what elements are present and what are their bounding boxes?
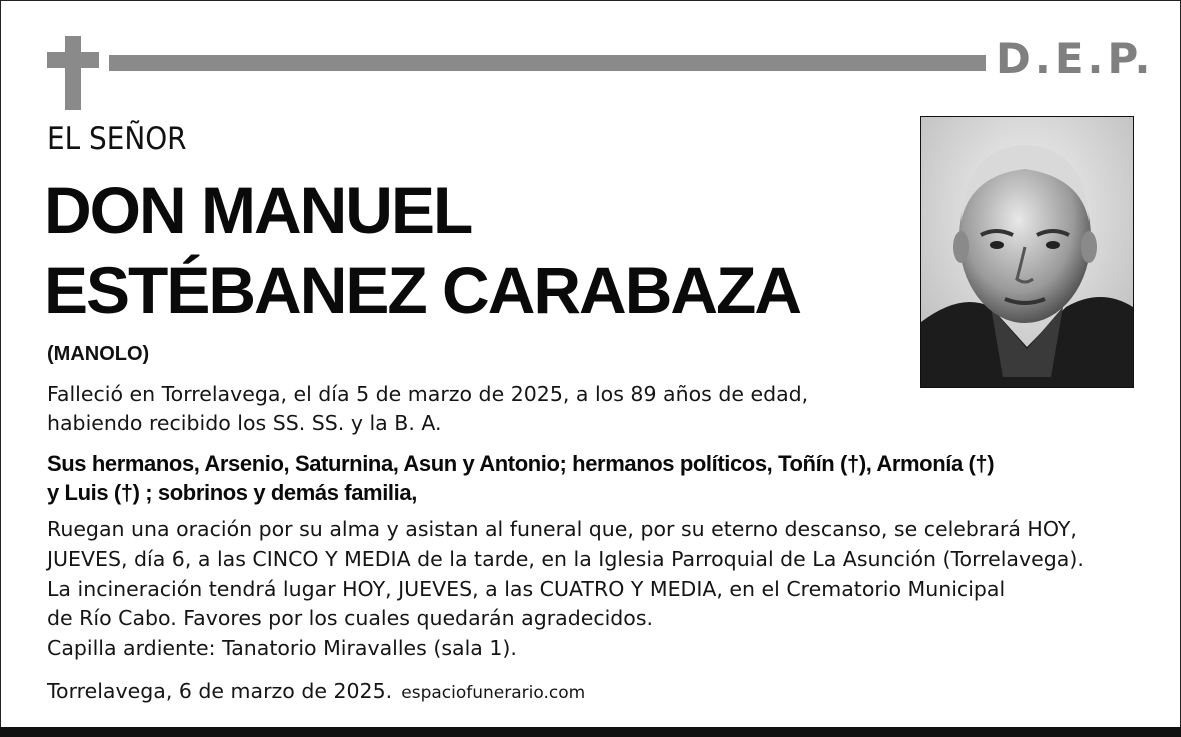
deceased-name <box>44 170 800 330</box>
header-rule <box>109 55 986 71</box>
footer-place-date: Torrelavega, 6 de marzo de 2025. <box>47 679 393 703</box>
death-info-line-1: Falleció en Torrelavega, el día 5 de marzo de 2025, a los 89 años de edad, <box>47 382 809 406</box>
death-info-line-2: habiendo recibido los SS. SS. y la B. A. <box>47 411 442 435</box>
portrait-photo <box>920 116 1134 388</box>
honorific: EL SEÑOR <box>47 121 187 157</box>
funeral-line-3: La incineración tendrá lugar HOY, JUEVES, a las CUATRO Y MEDIA, en el Crematorio Municipal <box>47 577 1006 601</box>
dep-label: D.E.P. <box>996 34 1155 83</box>
footer-website: espaciofunerario.com <box>401 683 586 703</box>
name-line-2: ESTÉBANEZ CARABAZA <box>44 253 800 327</box>
name-line-1: DON MANUEL <box>44 173 472 247</box>
funeral-line-2: JUEVES, día 6, a las CINCO Y MEDIA de la tarde, en la Iglesia Parroquial de La Asunción (Torrelavega). <box>47 547 1084 571</box>
portrait-icon <box>921 117 1133 387</box>
nickname: (MANOLO) <box>47 343 150 365</box>
bottom-rule <box>0 727 1181 737</box>
cross-icon <box>47 36 99 110</box>
funeral-line-4: de Río Cabo. Favores por los cuales quedarán agradecidos. <box>47 606 654 630</box>
funeral-line-1: Ruegan una oración por su alma y asistan al funeral que, por su eterno descanso, se celebrará HOY, <box>47 517 1077 541</box>
family-line-2: y Luis (†) ; sobrinos y demás familia, <box>47 480 417 505</box>
family-line-1: Sus hermanos, Arsenio, Saturnina, Asun y Antonio; hermanos políticos, Toñín (†), Armonía (†) <box>47 451 995 476</box>
chapel-line: Capilla ardiente: Tanatorio Miravalles (sala 1). <box>47 636 517 660</box>
footer <box>47 676 585 708</box>
